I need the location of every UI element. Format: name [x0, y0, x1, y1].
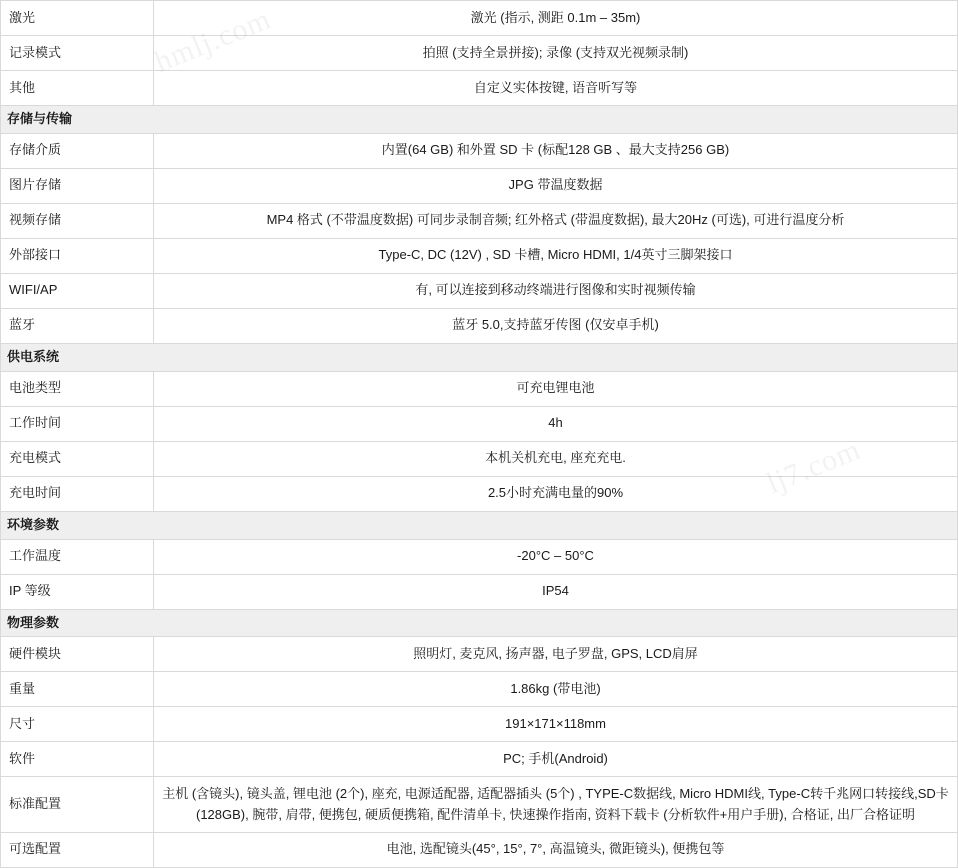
row-value: 自定义实体按键, 语音听写等	[154, 71, 958, 106]
row-label: IP 等级	[1, 574, 154, 609]
row-label: 重量	[1, 672, 154, 707]
row-label: 其他	[1, 71, 154, 106]
row-label: 外部接口	[1, 238, 154, 273]
table-row	[1, 832, 958, 867]
row-value: -20°C – 50°C	[154, 539, 958, 574]
row-value: 蓝牙 5.0,支持蓝牙传图 (仅安卓手机)	[154, 308, 958, 343]
table-row	[1, 133, 958, 168]
row-value: 1.86kg (带电池)	[154, 672, 958, 707]
table-row	[1, 672, 958, 707]
table-row	[1, 539, 958, 574]
row-value: 有, 可以连接到移动终端进行图像和实时视频传输	[154, 273, 958, 308]
table-row	[1, 238, 958, 273]
row-label: 工作时间	[1, 406, 154, 441]
row-value: MP4 格式 (不带温度数据) 可同步录制音频; 红外格式 (带温度数据), 最大20Hz (可选), 可进行温度分析	[154, 203, 958, 238]
table-row	[1, 707, 958, 742]
row-label: 软件	[1, 742, 154, 777]
row-value: 191×171×118mm	[154, 707, 958, 742]
table-row	[1, 273, 958, 308]
table-row	[1, 777, 958, 832]
row-label: 图片存储	[1, 168, 154, 203]
row-label: 充电时间	[1, 476, 154, 511]
row-label: 激光	[1, 1, 154, 36]
row-value: IP54	[154, 574, 958, 609]
row-label: 标准配置	[1, 777, 154, 832]
table-row	[1, 71, 958, 106]
table-row	[1, 168, 958, 203]
row-label: 硬件模块	[1, 637, 154, 672]
row-value: 4h	[154, 406, 958, 441]
table-section-row	[1, 106, 958, 134]
row-value: 可充电锂电池	[154, 371, 958, 406]
row-label: 视频存储	[1, 203, 154, 238]
row-label: 蓝牙	[1, 308, 154, 343]
section-title: 物理参数	[1, 609, 958, 637]
row-label: 存储介质	[1, 133, 154, 168]
table-row	[1, 441, 958, 476]
section-title: 存储与传输	[1, 106, 958, 134]
row-value: 拍照 (支持全景拼接); 录像 (支持双光视频录制)	[154, 36, 958, 71]
row-value: 内置(64 GB) 和外置 SD 卡 (标配128 GB 、最大支持256 GB)	[154, 133, 958, 168]
row-label: 充电模式	[1, 441, 154, 476]
row-label: 电池类型	[1, 371, 154, 406]
row-label: 尺寸	[1, 707, 154, 742]
table-section-row	[1, 609, 958, 637]
row-value: 2.5小时充满电量的90%	[154, 476, 958, 511]
watermark-right: lj7.com	[762, 432, 866, 501]
row-value: 主机 (含镜头), 镜头盖, 锂电池 (2个), 座充, 电源适配器, 适配器插头 (5个) , TYPE-C数据线, Micro HDMI线, Type-C转千兆网口转接线,SD卡 (128GB), 腕带, 肩带, 便携包, 硬质便携箱, 配件清单卡, 快速操作指南, 资料下载卡 (分析软件+用户手册), 合格证, 出厂合格证明	[154, 777, 958, 832]
table-section-row	[1, 511, 958, 539]
table-row	[1, 637, 958, 672]
table-row	[1, 574, 958, 609]
section-title: 供电系统	[1, 343, 958, 371]
table-section-row	[1, 343, 958, 371]
table-row	[1, 308, 958, 343]
table-row	[1, 742, 958, 777]
row-value: 电池, 选配镜头(45°, 15°, 7°, 高温镜头, 微距镜头), 便携包等	[154, 832, 958, 867]
row-label: 工作温度	[1, 539, 154, 574]
row-value: 本机关机充电, 座充充电.	[154, 441, 958, 476]
watermark-left: hmlj.com	[150, 2, 276, 79]
table-row	[1, 203, 958, 238]
table-row	[1, 406, 958, 441]
row-value: PC; 手机(Android)	[154, 742, 958, 777]
row-label: 可选配置	[1, 832, 154, 867]
table-row	[1, 476, 958, 511]
row-value: 照明灯, 麦克风, 扬声器, 电子罗盘, GPS, LCD肩屏	[154, 637, 958, 672]
table-row	[1, 36, 958, 71]
row-value: JPG 带温度数据	[154, 168, 958, 203]
section-title: 环境参数	[1, 511, 958, 539]
row-label: 记录模式	[1, 36, 154, 71]
table-row	[1, 371, 958, 406]
table-row	[1, 1, 958, 36]
row-label: WIFI/AP	[1, 273, 154, 308]
row-value: 激光 (指示, 测距 0.1m – 35m)	[154, 1, 958, 36]
row-value: Type-C, DC (12V) , SD 卡槽, Micro HDMI, 1/4英寸三脚架接口	[154, 238, 958, 273]
